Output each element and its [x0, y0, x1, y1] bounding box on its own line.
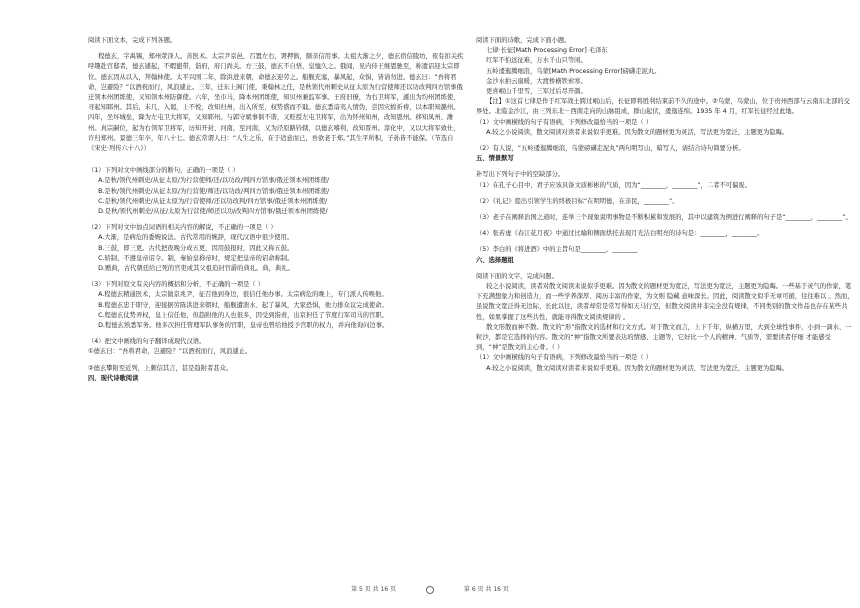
question-3-stem: （3）下列对原文有关内容的概括和分析，不正确的一项是（ ）: [88, 281, 265, 289]
q1-option-c[interactable]: C.是秋/领代州刺史/从征太原为/行营使师/还以功改判/四方馆事/俄迁领本州团练使/: [98, 197, 328, 205]
poem-line-4: 更喜岷山千里雪，三军过后尽开颜。: [486, 88, 587, 96]
read-intro: 阅读下面的文字，完成问题。: [476, 272, 558, 280]
q4-item-2: ②德玄攀附至近列，上颇信其言，甚是趋附者甚众。: [88, 364, 233, 372]
poem-line-2: 五岭逶迤腾细浪，乌蒙[Math Processing Error]磅礴走泥丸。: [486, 67, 661, 75]
page-footer: [0, 584, 860, 594]
poem-q1-option-a[interactable]: A.较之小说阅读，散文阅读对读者来说似乎更难。因为散文的题材更为灵活，写法更为宽泛，主题更为隐晦。: [486, 128, 789, 136]
question-4-stem: （4）把文中画线的句子翻译成现代汉语。: [88, 338, 206, 346]
left-column: [88, 36, 464, 384]
modern-passage-para-2: 散文形散而神不散。散文的“形”指散文的选材和行文方式。对于散文而言，上下千年，纵横万里，大到全球性事件，小到一滴水、一粒沙，都是它选择的内容。散文的“神”指散文所要表达的情感、主题等，它好比一个人的精神、气质等，需要读者仔细 才能感受到，“神”是散文的主心骨。（ ）: [476, 323, 852, 352]
reading-intro: 阅读下面文本，完成下列各题。: [88, 37, 177, 44]
fill-item-3[interactable]: （3）老子在阐释治国之道时，连举三个现象说明事物是不断积累和发展的，其中以建筑为例进行阐释的句子是“________，________”。: [476, 214, 852, 222]
q3-option-c[interactable]: C.程德玄仗势弄权，皇上信任他，但趋附他的人也很多，因受到指责，出京担任了节度行军司马的官职。: [98, 311, 388, 319]
page-divider-circle-icon: [426, 586, 434, 594]
right-page-number: 第 6 页 共 16 页: [463, 586, 509, 593]
q2-option-c[interactable]: C.轿制，不遵皇帝诏令。制，秦始皇称帝时，规定把皇帝的诏命称制。: [98, 254, 294, 262]
section-6-heading: 六、选择题组: [476, 256, 514, 264]
q3-option-a[interactable]: A.程德玄精通医术，太宗做京兆尹，征召他到身边，很信任他办事。太宗病危的晚上，专门派人传唤他。: [98, 291, 388, 299]
q3-option-d[interactable]: D.程德玄熟悉军务。他多次担任管理军队事务的官职，皇帝也曾给他授予宫职的权力，并向他询问边事。: [98, 322, 389, 330]
q2-option-d[interactable]: D.赠典，古代朝廷给已死的官吏或其父祖追封官爵的典礼。典，典礼。: [98, 265, 294, 273]
fill-item-5[interactable]: （5）李白的《将进酒》中的主旨句是________，________: [476, 246, 638, 254]
fill-item-1[interactable]: （1）在孔子心目中，君子应该具备文质彬彬的气质，因为“________，________”，二者不可偏废。: [476, 181, 751, 189]
poem-line-1: 红军不怕远征难，万水千山只等闲。: [486, 57, 587, 65]
poem-title: 七律·长征[Math Processing Error] 毛泽东: [486, 47, 608, 55]
modern-question-1-stem: （1）文中画横线的句子有语病，下列修改最恰当的一项是（ ）: [476, 354, 653, 362]
poem-line-3: 金沙水拍云崖暖，大渡桥横铁索寒。: [486, 77, 587, 85]
left-page-number: 第 5 页 共 16 页: [351, 586, 397, 593]
right-column: [476, 36, 854, 374]
poem-question-1-stem: （1）文中画横线的句子有语病，下列修改最恰当的一项是（ ）: [476, 118, 653, 126]
poem-intro: 阅读下面的诗歌，完成下面小题。: [476, 37, 571, 44]
modern-q1-option-a[interactable]: A.较之小说阅读，散文阅读对读者来说似乎更难。因为散文的题材更为灵活，写法更为宽泛，主题更为隐晦。: [486, 364, 789, 372]
fill-intro: 补写出下列句子中的空缺部分。: [476, 171, 565, 179]
poem-notes: 【注】①这首七律是作于红军战士跨过岷山后，长征即将胜利结束前不久的途中。②乌蒙，乌蒙山，位于贵州西部与云南东北部的交界处。北临金沙江，由三列东北－西南走向的山脉组成，群山起伏，逶迤连绵。1935 年 4 月，红军长征经过此地。: [476, 98, 850, 116]
section-5-heading: 五、情景默写: [476, 155, 514, 163]
q1-option-a[interactable]: A.是秋/领代州刺史/从征太原/为行营使师/还/以功改/判四方馆事/俄迁领本州团练使/: [98, 177, 330, 185]
q2-option-a[interactable]: A.大渐，是病危的委婉说法。古代常用的婉辞，现代汉语中很少使用。: [98, 234, 294, 242]
fill-item-4[interactable]: （4）张若虚《春江花月夜》中通过比喻和侧面烘托表现月光洁白明亮的诗句是：________，________。: [476, 230, 764, 238]
modern-passage-para-1: 较之小说阅读，读者对散文阅读来说似乎更难。因为散文的题材更为宽泛，写法更为宽泛，主题更为隐晦。一些基于灵气的作家，笔下充满想象力和创造力，而一些学养深厚、阅历丰富的作家，为文则 隐藏 意味深长。因此，阅读散文似乎无章可循，往往难以 。然而，虽说散文宽泛得无边际，长此以往，读者却常是常写得如天马行空，但散文阅读并非完全没有规律，不同类别的散文作品也存在某些共性，如果掌握了这些共性，就能寻得散文阅读规律的 。: [476, 283, 854, 321]
q3-option-b[interactable]: B.程德玄忠于职守，迎接据劳陈洪进来朝时，船舰遭溃水、起了暴风，大家恐惧，他力排众议完成使命。: [98, 301, 388, 309]
question-2-stem: （2）下列对文中加点词语的相关内容的解说，不正确的一项是（ ）: [88, 224, 277, 232]
question-1-stem: （1）下列对文中画线部分的断句，正确的一项是（ ）: [88, 167, 239, 175]
section-4-heading: 四、现代诗歌阅读: [88, 374, 139, 382]
q4-item-1: ①德玄曰：“吾将君命，岂避险？”以酒祝而行，风浪遽止。: [88, 348, 252, 356]
fill-item-2[interactable]: （2）《礼记》提出引领学生的终极目标“在明明德，在亲民，________”。: [476, 197, 679, 205]
q2-option-b[interactable]: B.三鼓，即三更。古代把夜晚分成五更，因用鼓报时，因此又称五鼓。: [98, 244, 294, 252]
q1-option-b[interactable]: B.是秋/领代州刺史/从征太原/为行营使/师还/以功改/判四方馆事/俄迁领本州团练使/: [98, 187, 330, 195]
poem-question-2: （2）有人说，“五岭逶迤腾细浪，乌蒙磅礴走泥丸”两句明写山，暗写人，请结合诗句简要分析。: [476, 145, 745, 153]
classical-passage: 程德玄，字禹锡，郑州荥泽人。善医术。太宗尹京邑，召置左右，署押衙，颇亲信用事。太祖大渐之夕，德玄宿信陵坊，夜有扣关疾呼趣赴宫邸者，德玄遽起，不暇盥带，诣府，府门尚关。方三鼓，德玄不自悟，皇恤久之。俄闻，见内侍王继恩驰至，称遗诏迎太宗即位。德玄因从以入，拜翰林使。太平兴国二年，除洪进来朝，命德玄迎劳之。船舰充塞，暴风起，众惧，皆请勿进。德玄曰：“吾将君命，岂避险？”以酒祝而行，风浪遽止。三年，迁东上阁门使，秉翰林之任，是秋领代州刺史从征太原为行营使师还以功改判四方馆事俄迁领本州团练使，又知领本州防御使。六年，坐市马，降本州团练使，知贝州兼监军事。王府旧僚，为右卫将军，遽出为均州团练使，寻起知郓州。其后，未几，入谒，上不悦，改知归州，出入所至，权势盛而不戢。德玄悉谙夷人情伪，尝因灾蝗祈祷，以本职知潞州。四年，坐坏城垒，降为左屯卫大将军，又知郓州。与郭守斌事俱不谐，又贬授左屯卫将军，出为怀州知州，改知恩州。移知凤州、潍州。真宗嗣位，起为右领军卫将军，历知开封、河南，至河南，又为泾原路钤辖，以德玄嗜利，改知晋州。淳化中，又以大将军致仕，许归郑州。景德三年卒，年八十七。德玄常谓人曰：“人生之乐，在于适意而已，吾欲老于郑。”其生平所积，子孙皆不能保。（节选自《宋史·列传六十八》）: [88, 53, 464, 153]
q1-option-d[interactable]: D.是秋/领代州刺史/从征/太原为行营使/师还以功/改判四方馆事/俄迁领本州团练使/: [98, 208, 328, 216]
